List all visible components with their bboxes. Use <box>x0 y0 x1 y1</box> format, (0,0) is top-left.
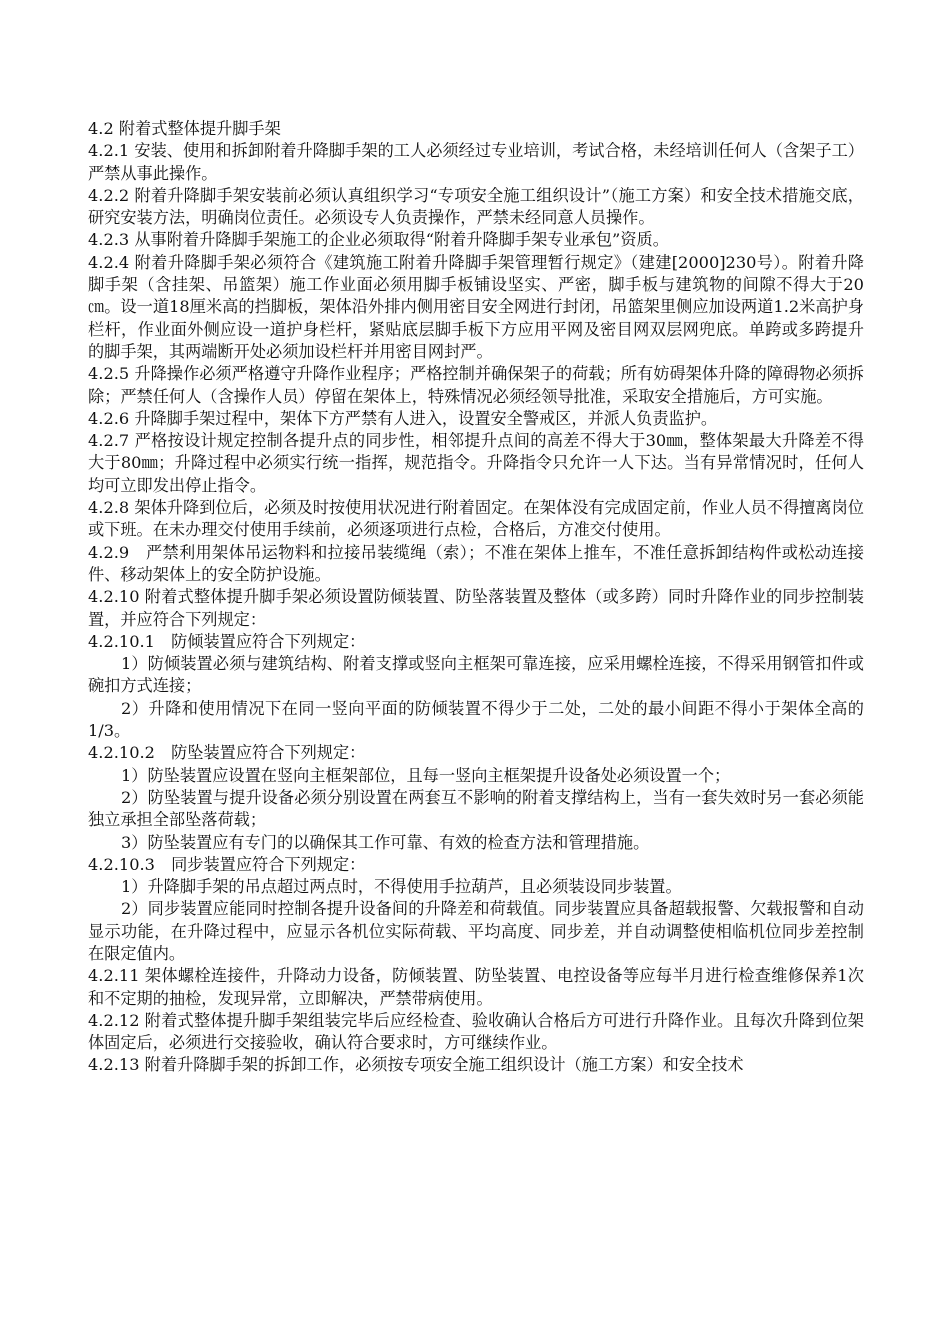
paragraph: 2）同步装置应能同时控制各提升设备间的升降差和荷载值。同步装置应具备超载报警、欠载报警和自动显示功能，在升降过程中，应显示各机位实际荷载、平均高度、同步差，并自动调整使相临机位同步差控制在限定值内。 <box>88 899 864 963</box>
paragraph: 4.2.6 升降脚手架过程中，架体下方严禁有人进入，设置安全警戒区，并派人负责监护。 <box>88 408 718 428</box>
paragraph: 4.2.10.3 同步装置应符合下列规定： <box>88 854 366 874</box>
section-heading: 4.2 附着式整体提升脚手架 <box>88 119 281 138</box>
paragraph: 4.2.2 附着升降脚手架安装前必须认真组织学习“专项安全施工组织设计”（施工方案）和安全技术措施交底，研究安装方法，明确岗位责任。必须设专人负责操作，严禁未经同意人员操作。 <box>88 185 864 228</box>
paragraph: 4.2.3 从事附着升降脚手架施工的企业必须取得“附着升降脚手架专业承包”资质。 <box>88 230 669 250</box>
document-page <box>88 118 864 1077</box>
paragraph: 2）防坠装置与提升设备必须分别设置在两套互不影响的附着支撑结构上，当有一套失效时另一套必须能独立承担全部坠落荷载； <box>88 787 864 830</box>
paragraph: 4.2.10 附着式整体提升脚手架必须设置防倾装置、防坠落装置及整体（或多跨）同时升降作业的同步控制装置，并应符合下列规定： <box>88 587 864 629</box>
paragraph: 1）升降脚手架的吊点超过两点时，不得使用手拉葫芦，且必须装设同步装置。 <box>121 877 682 897</box>
paragraph: 1）防坠装置应设置在竖向主框架部位，且每一竖向主框架提升设备处必须设置一个； <box>121 765 731 785</box>
paragraph: 4.2.13 附着升降脚手架的拆卸工作，必须按专项安全施工组织设计（施工方案）和安全技术 <box>88 1055 744 1075</box>
paragraph: 4.2.11 架体螺栓连接件，升降动力设备，防倾装置、防坠装置、电控设备等应每半月进行检查维修保养1次和不定期的抽检，发现异常，立即解决，严禁带病使用。 <box>88 966 864 1008</box>
paragraph: 4.2.5 升降操作必须严格遵守升降作业程序；严格控制并确保架子的荷载；所有妨碍架体升降的障碍物必须拆除；严禁任何人（含操作人员）停留在架体上，特殊情况必须经领导批准，采取安全措施后，方可实施。 <box>88 364 864 406</box>
paragraph: 4.2.4 附着升降脚手架必须符合《建筑施工附着升降脚手架管理暂行规定》（建建[2000]230号）。附着升降脚手架（含挂架、吊篮架）施工作业面必须用脚手板铺设坚实、严密，脚手板与建筑物的间隙不得大于20㎝。设一道18厘米高的挡脚板，架体沿外排内侧用密目安全网进行封闭，吊篮架里侧应加设两道1.2米高护身栏杆，作业面外侧应设一道护身栏杆，紧贴底层脚手板下方应用平网及密目网双层网兜底。单跨或多跨提升的脚手架，其两端断开处必须加设栏杆并用密目网封严。 <box>88 252 864 361</box>
paragraph: 4.2.10.1 防倾装置应符合下列规定： <box>88 631 366 651</box>
paragraph: 4.2.7 严格按设计规定控制各提升点的同步性，相邻提升点间的高差不得大于30㎜，整体架最大升降差不得大于80㎜；升降过程中必须实行统一指挥，规范指令。升降指令只允许一人下达。当有异常情况时，任何人均可立即发出停止指令。 <box>88 431 864 495</box>
paragraph: 4.2.10.2 防坠装置应符合下列规定： <box>88 743 366 763</box>
paragraph: 2）升降和使用情况下在同一竖向平面的防倾装置不得少于二处，二处的最小间距不得小于架体全高的1/3。 <box>88 698 864 741</box>
paragraph: 4.2.1 安装、使用和拆卸附着升降脚手架的工人必须经过专业培训，考试合格，未经培训任何人（含架子工）严禁从事此操作。 <box>88 141 864 183</box>
paragraph: 4.2.9 严禁利用架体吊运物料和拉接吊装缆绳（索）；不准在架体上推车，不准任意拆卸结构件或松动连接件、移动架体上的安全防护设施。 <box>88 542 864 584</box>
paragraph: 3）防坠装置应有专门的以确保其工作可靠、有效的检查方法和管理措施。 <box>121 832 650 852</box>
paragraph: 4.2.8 架体升降到位后，必须及时按使用状况进行附着固定。在架体没有完成固定前，作业人员不得擅离岗位或下班。在未办理交付使用手续前，必须逐项进行点检，合格后，方准交付使用。 <box>88 498 864 540</box>
paragraph: 4.2.12 附着式整体提升脚手架组装完毕后应经检查、验收确认合格后方可进行升降作业。且每次升降到位架体固定后，必须进行交接验收，确认符合要求时，方可继续作业。 <box>88 1010 864 1053</box>
paragraph-list <box>88 140 864 1076</box>
paragraph: 1）防倾装置必须与建筑结构、附着支撑或竖向主框架可靠连接，应采用螺栓连接，不得采用钢管扣件或碗扣方式连接； <box>88 654 864 696</box>
